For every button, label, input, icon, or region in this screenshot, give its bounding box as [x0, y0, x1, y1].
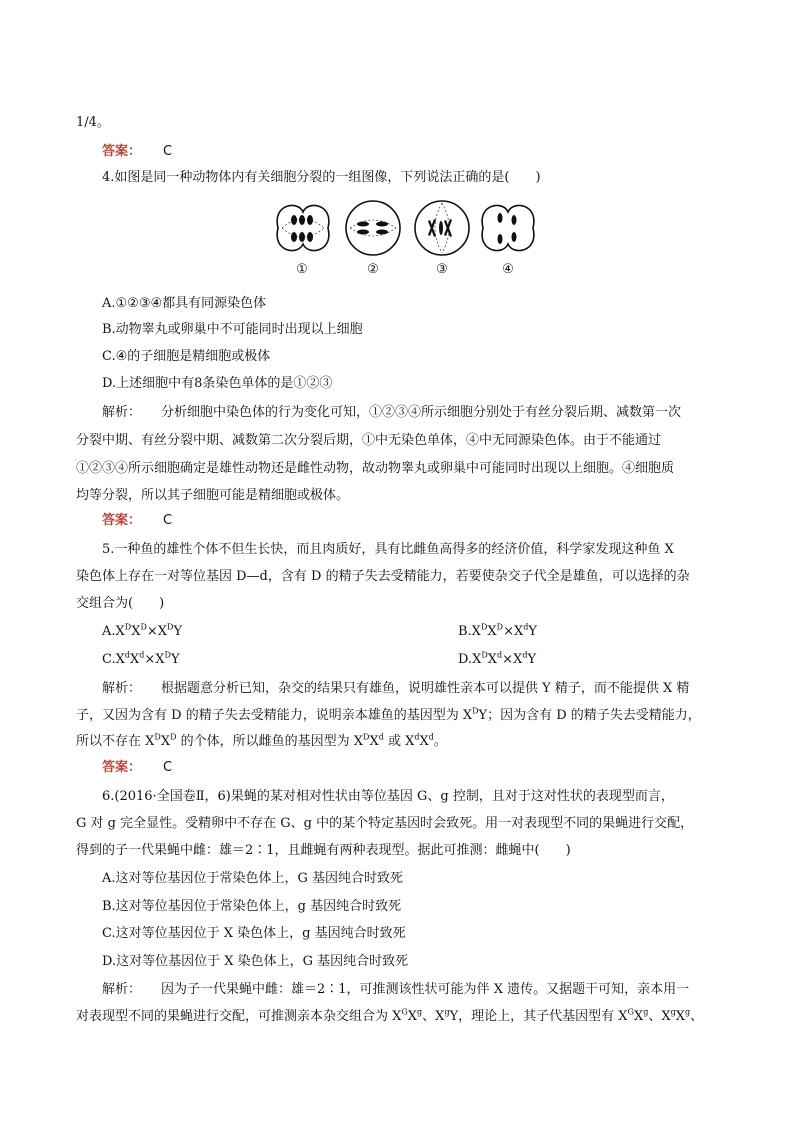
explanation-line: 均等分裂，所以其子细胞可能是精细胞或极体。: [76, 488, 350, 503]
option-c: C.④的子细胞是精细胞或极体: [102, 349, 271, 364]
answer-label: 答案：: [102, 513, 142, 528]
option-d: D.这对等位基因位于 X 染色体上，G 基因纯合时致死: [102, 954, 409, 969]
answer-line: [102, 512, 710, 530]
question-5-stem: 5.一种鱼的雄性个体不但生长快，而且肉质好，具有比雌鱼高得多的经济价值，科学家发现这种鱼 X: [102, 542, 674, 557]
chromosome: [376, 230, 388, 235]
chromosome: [512, 215, 517, 225]
option-b: B.动物睾丸或卵巢中不可能同时出现以上细胞: [102, 322, 363, 337]
chromosome: [498, 234, 503, 244]
answer-label: 答案：: [102, 760, 142, 775]
option-c: C.这对等位基因位于 X 染色体上，g 基因纯合时致死: [102, 926, 406, 941]
question-6-stem: G 对 g 完全显性。受精卵中不存在 G、g 中的某个特定基因时会致死。用一对表现型不同的果蝇进行交配，: [76, 816, 694, 831]
chromosome: [307, 215, 313, 225]
option-d: D.上述细胞中有8条染色单体的是①②③: [102, 376, 333, 391]
explanation-line: 对表现型不同的果蝇进行交配，可推测亲本杂交组合为 $X^GX^g$、$X^gY$，理论上，其子代基因型有 $X^GX^g$、$X^gX^g$、: [76, 1007, 704, 1024]
explanation-text: 根据题意分析已知，杂交的结果只有雄鱼，说明雄性亲本可以提供 Y 精子，而不能提供 X 精: [161, 681, 690, 696]
chromosome: [291, 232, 297, 242]
answer-line: [102, 143, 710, 161]
explanation-label: 解析：: [102, 982, 142, 997]
explanation-line: [102, 680, 710, 698]
question-4-stem: 4.如图是同一种动物体内有关细胞分裂的一组图像，下列说法正确的是( ): [102, 170, 541, 185]
question-5-stem: 染色体上存在一对等位基因 D—d，含有 D 的精子失去受精能力，若要使杂交子代全是雄鱼，可以选择的杂: [76, 569, 690, 584]
cell-division-diagram: [268, 196, 538, 260]
explanation-line: 所以不存在 $X^DX^D$ 的个体，所以雌鱼的基因型为 $X^DX^d$ 或 $X^dX^d$。: [76, 732, 447, 749]
explanation-label: 解析：: [102, 681, 142, 696]
explanation-text: 分析细胞中染色体的行为变化可知，①②③④所示细胞分别处于有丝分裂后期、减数第一次: [161, 405, 682, 420]
explanation-line: [102, 981, 710, 999]
question-6-stem: 6.(2016·全国卷Ⅱ，6)果蝇的某对相对性状由等位基因 G、g 控制，且对于这对性状的表现型而言，: [102, 789, 674, 804]
chromosome: [299, 232, 305, 242]
option-a: $A.X^DX^D\times X^DY$: [102, 622, 183, 639]
option-c: $C.X^dX^d\times X^DY$: [102, 650, 180, 667]
cell-2-outline: [346, 201, 400, 255]
answer-value: C: [163, 760, 173, 775]
explanation-label: 解析：: [102, 405, 142, 420]
answer-label: 答案：: [102, 144, 142, 159]
chromosome: [439, 221, 443, 235]
chromosome: [444, 219, 452, 237]
question-5-stem: 交组合为( ): [76, 596, 165, 611]
chromosome: [357, 222, 369, 227]
cell-division-figure: [268, 196, 538, 280]
option-b: B.这对等位基因位于常染色体上，g 基因纯合时致死: [102, 899, 402, 914]
option-a: A.这对等位基因位于常染色体上，G 基因纯合时致死: [102, 871, 404, 886]
answer-line: [102, 759, 710, 777]
option-row: [102, 623, 710, 641]
answer-value: C: [163, 144, 173, 159]
chromosome: [376, 222, 388, 227]
text-line: 1/4。: [76, 115, 110, 130]
option-a: A.①②③④都具有同源染色体: [102, 296, 267, 311]
chromosome: [498, 213, 503, 223]
option-b: $B.X^DX^D\times X^dY$: [458, 622, 537, 639]
option-row: [102, 651, 710, 669]
chromosome: [428, 219, 436, 237]
figure-label-2: ②: [367, 262, 379, 277]
figure-label-4: ④: [502, 262, 514, 277]
chromosome: [291, 215, 297, 225]
cell-1-outline: [277, 205, 329, 250]
cell-2-spindle: [350, 220, 396, 236]
chromosome: [307, 232, 313, 242]
cell-4-outline: [482, 205, 534, 250]
chromosome: [299, 215, 305, 225]
figure-label-3: ③: [436, 262, 448, 277]
chromosome: [357, 230, 369, 235]
question-6-stem: 得到的子一代果蝇中雌：雄＝2∶1，且雌蝇有两种表现型。据此可推测：雌蝇中( ): [76, 843, 571, 858]
explanation-line: [102, 404, 710, 422]
answer-value: C: [163, 513, 173, 528]
chromosome: [512, 232, 517, 242]
explanation-text: 因为子一代果蝇中雌：雄＝2∶1，可推测该性状可能为伴 X 遗传。又据题干可知，亲本用一: [161, 982, 690, 997]
option-d: $D.X^DX^d\times X^dY$: [458, 650, 537, 667]
figure-label-1: ①: [296, 262, 308, 277]
explanation-line: 分裂中期、有丝分裂中期、减数第二次分裂后期，①中无染色单体，④中无同源染色体。由于不能通过: [76, 433, 662, 448]
explanation-line: 子，又因为含有 D 的精子失去受精能力，说明亲本雄鱼的基因型为 $X^DY$；因为含有 D 的精子失去受精能力，: [76, 706, 701, 723]
explanation-line: ①②③④所示细胞确定是雄性动物还是雌性动物，故动物睾丸或卵巢中可能同时出现以上细胞。④细胞质: [76, 461, 675, 476]
